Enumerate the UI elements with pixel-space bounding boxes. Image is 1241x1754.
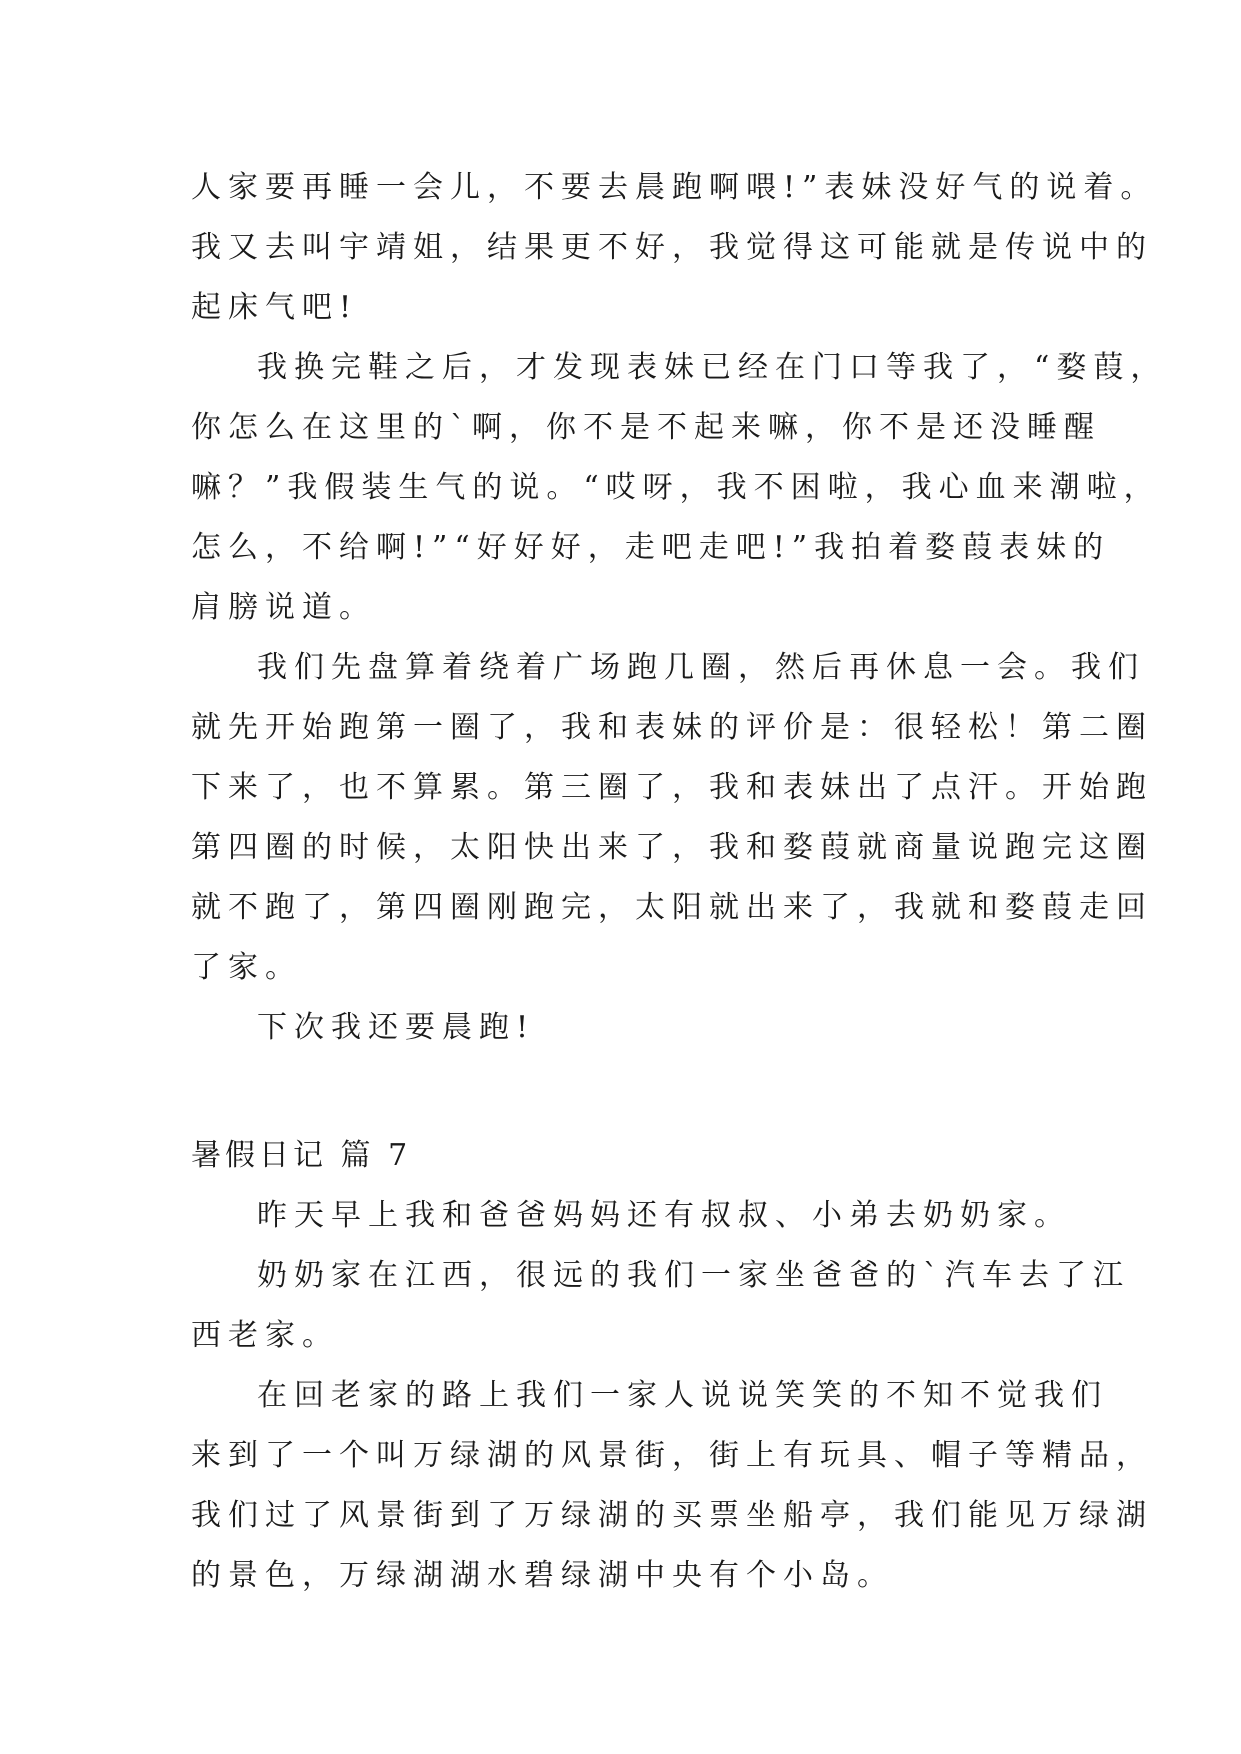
paragraph-line: 奶奶家在江西，很远的我们一家坐爸爸的`汽车去了江 [257,1258,1130,1293]
paragraph-line: 我又去叫宇靖姐，结果更不好，我觉得这可能就是传说中的 [191,230,1153,265]
paragraph-line: 就不跑了，第四圈刚跑完，太阳就出来了，我就和婺葭走回 [191,890,1153,925]
paragraph-line: 我们先盘算着绕着广场跑几圈，然后再休息一会。我们 [257,650,1145,685]
paragraph-line: 我们过了风景街到了万绿湖的买票坐船亭，我们能见万绿湖 [191,1498,1153,1533]
paragraph-line: 在回老家的路上我们一家人说说笑笑的不知不觉我们 [257,1378,1108,1413]
section-title: 暑假日记 篇 7 [191,1138,412,1173]
paragraph-line: 肩膀说道。 [191,590,376,625]
document-page [191,158,1168,1606]
paragraph-line: 怎么，不给啊!”“好好好，走吧走吧!”我拍着婺葭表妹的 [191,530,1111,565]
paragraph-line: 昨天早上我和爸爸妈妈还有叔叔、小弟去奶奶家。 [257,1198,1071,1233]
paragraph-line: 就先开始跑第一圈了，我和表妹的评价是：很轻松！第二圈 [191,710,1153,745]
paragraph-line: 下次我还要晨跑! [257,1010,536,1045]
paragraph-line: 你怎么在这里的`啊，你不是不起来嘛，你不是还没睡醒 [191,410,1101,445]
paragraph-line: 嘛？”我假装生气的说。“哎呀，我不困啦，我心血来潮啦， [191,470,1161,505]
section-gap [191,1058,1071,1126]
paragraph-line: 西老家。 [191,1318,339,1353]
paragraph-line: 下来了，也不算累。第三圈了，我和表妹出了点汗。开始跑 [191,770,1153,805]
paragraph-line: 来到了一个叫万绿湖的风景街，街上有玩具、帽子等精品， [191,1438,1153,1473]
paragraph-line: 人家要再睡一会儿，不要去晨跑啊喂!”表妹没好气的说着。 [191,170,1158,205]
paragraph-line: 了家。 [191,950,302,985]
paragraph-line: 我换完鞋之后，才发现表妹已经在门口等我了，“婺葭， [257,350,1168,385]
paragraph-line: 起床气吧! [191,290,359,325]
paragraph-line: 的景色，万绿湖湖水碧绿湖中央有个小岛。 [191,1558,894,1593]
paragraph-line: 第四圈的时候，太阳快出来了，我和婺葭就商量说跑完这圈 [191,830,1153,865]
